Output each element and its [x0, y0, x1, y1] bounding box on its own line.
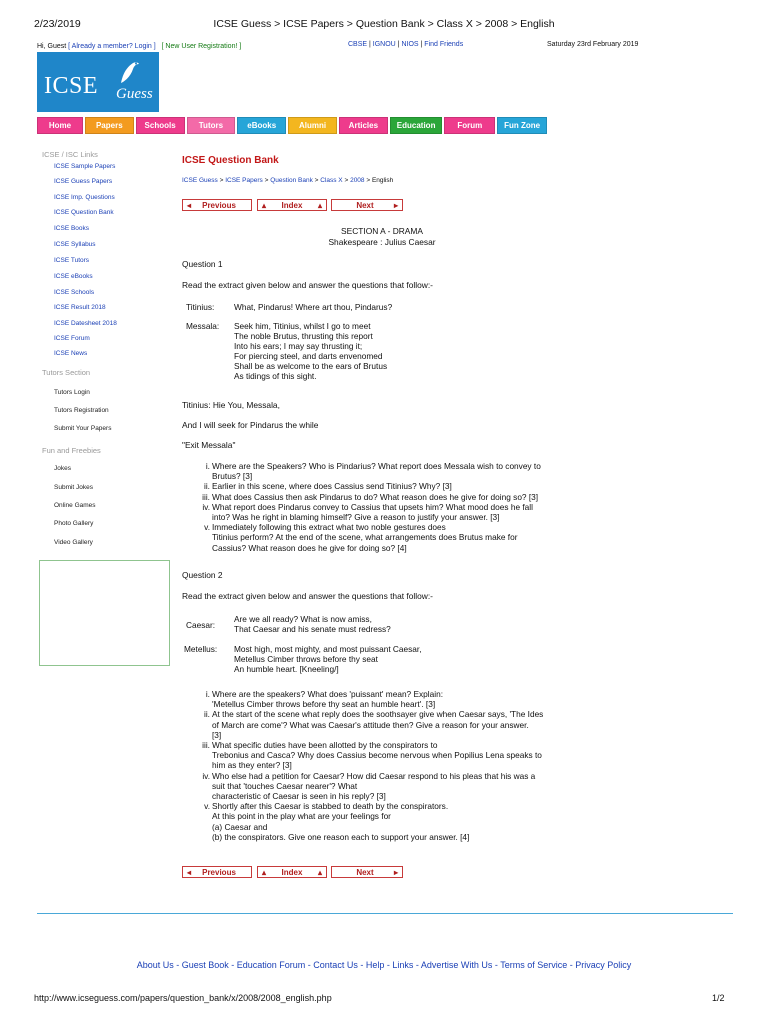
nav-papers[interactable]: Papers — [85, 117, 134, 134]
bird-icon — [113, 57, 143, 87]
speaker-caesar: Caesar: — [186, 620, 216, 630]
login-link[interactable]: [ Already a member? Login ] — [68, 43, 156, 50]
footer-links-link[interactable]: Links — [392, 960, 414, 970]
footer-terms[interactable]: Terms of Service — [500, 960, 568, 970]
sidebar-link-syllabus[interactable]: ICSE Syllabus — [54, 241, 96, 248]
sidebar-heading-links: ICSE / ISC Links — [42, 150, 98, 159]
breadcrumb-year[interactable]: 2008 — [350, 177, 365, 184]
previous-button-bottom[interactable]: ◂ Previous — [182, 866, 252, 878]
cbse-link[interactable]: CBSE — [348, 41, 368, 48]
sidebar-jokes[interactable]: Jokes — [54, 465, 71, 472]
question-1-intro: Read the extract given below and answer the questions that follow:- — [182, 280, 433, 290]
print-url: http://www.icseguess.com/papers/question_bank/x/2008/2008_english.php — [34, 993, 332, 1003]
footer-links: About Us - Guest Book - Education Forum - Contact Us - Help - Links - Advertise With Us - Terms of Service - Privacy Policy — [136, 960, 632, 970]
nav-ebooks[interactable]: eBooks — [237, 117, 286, 134]
sidebar-online-games[interactable]: Online Games — [54, 502, 96, 509]
list-item: iii. What specific duties have been allotted by the conspirators to Trebonius and Casca? Why does Cassius become nervous when Popilius Lena speaks to him as they enter? [3] — [202, 740, 542, 771]
sidebar-heading-fun: Fun and Freebies — [42, 446, 101, 455]
speaker-metellus: Metellus: — [184, 644, 218, 654]
logo-subtext: Guess — [116, 86, 153, 102]
footer-about[interactable]: About Us — [136, 960, 174, 970]
register-link[interactable]: [ New User Registration! ] — [161, 43, 242, 50]
nav-forum[interactable]: Forum — [444, 117, 495, 134]
list-item: iv. Who else had a petition for Caesar? How did Caesar respond to his pleas that his was a suit that 'touches Caesar nearer'? What characteristic of Caesar is seen in his reply? [3] — [202, 770, 536, 802]
right-arrow-icon: ▸ — [393, 867, 398, 877]
question-2-list — [190, 689, 590, 842]
list-item: v. Immediately following this extract what two noble gestures does Titinius perform? At the end of the scene, what arrangements does Brutus make for Cassius? What reason does he give for doing so? [4] — [204, 522, 518, 553]
sidebar-link-forum[interactable]: ICSE Forum — [54, 335, 90, 342]
sidebar-link-result[interactable]: ICSE Result 2018 — [54, 304, 106, 311]
sidebar-link-datesheet[interactable]: ICSE Datesheet 2018 — [54, 320, 117, 327]
sidebar-link-question-bank[interactable]: ICSE Question Bank — [54, 209, 114, 216]
messala-speech: Seek him, Titinius, whilst I go to meet The noble Brutus, thrusting this report Into his ears; I may say thrusting it; For piercing steel, and darts envenomed Shall be as welcome to the ears of Brutus As tidings of this sight. — [234, 321, 388, 381]
footer-contact[interactable]: Contact Us — [313, 960, 358, 970]
footer-advertise[interactable]: Advertise With Us — [420, 960, 493, 970]
previous-button-top[interactable]: ◂ Previous — [182, 199, 252, 211]
nav-alumni[interactable]: Alumni — [288, 117, 337, 134]
left-arrow-icon: ◂ — [187, 200, 192, 210]
sidebar-link-imp-questions[interactable]: ICSE Imp. Questions — [54, 194, 115, 201]
speaker-messala: Messala: — [186, 321, 220, 331]
index-button-bottom[interactable]: ▴ Index ▴ — [257, 866, 327, 878]
sidebar-tutors-registration[interactable]: Tutors Registration — [54, 407, 109, 414]
find-friends-link[interactable]: Find Friends — [424, 41, 464, 48]
footer-privacy[interactable]: Privacy Policy — [575, 960, 632, 970]
question-1-label: Question 1 — [182, 259, 223, 269]
sidebar-link-news[interactable]: ICSE News — [54, 350, 88, 357]
nios-link[interactable]: NIOS — [401, 41, 419, 48]
footer-help[interactable]: Help — [365, 960, 385, 970]
breadcrumb-papers[interactable]: ICSE Papers — [225, 177, 263, 184]
next-button-top[interactable]: Next ▸ — [331, 199, 403, 211]
q1-after-2: And I will seek for Pindarus the while — [182, 420, 319, 430]
print-title: ICSE Guess > ICSE Papers > Question Bank > Class X > 2008 > English — [213, 18, 555, 30]
list-item: iv. What report does Pindarus convey to Cassius that upsets him? What mood does he fall into? Was he right in blaming himself? Give a reason to justify your answer. [3] — [202, 501, 533, 523]
question-2-label: Question 2 — [182, 570, 223, 580]
section-subtitle: Shakespeare : Julius Caesar — [328, 237, 436, 247]
sidebar-link-books[interactable]: ICSE Books — [54, 225, 90, 232]
top-date: Saturday 23rd February 2019 — [547, 41, 639, 48]
sidebar-submit-jokes[interactable]: Submit Jokes — [54, 484, 94, 491]
question-2-intro: Read the extract given below and answer the questions that follow:- — [182, 591, 433, 601]
sidebar-link-sample-papers[interactable]: ICSE Sample Papers — [54, 163, 116, 170]
nav-tutors[interactable]: Tutors — [187, 117, 236, 134]
breadcrumb-question-bank[interactable]: Question Bank — [270, 177, 313, 184]
speaker-titinius: Titinius: — [186, 302, 215, 312]
print-date: 2/23/2019 — [34, 18, 81, 30]
sidebar-link-guess-papers[interactable]: ICSE Guess Papers — [54, 178, 113, 185]
next-button-bottom[interactable]: Next ▸ — [331, 866, 403, 878]
top-links: CBSE | IGNOU | NIOS | Find Friends — [348, 41, 464, 48]
question-1-list — [190, 461, 590, 553]
metellus-speech: Most high, most mighty, and most puissant Caesar, Metellus Cimber throws before thy seat An humble heart. [Kneeling/] — [234, 644, 422, 674]
list-item: iii. What does Cassius then ask Pindarus to do? What reason does he give for doing so? [3] — [202, 491, 539, 502]
nav-schools[interactable]: Schools — [136, 117, 185, 134]
right-arrow-icon: ▸ — [393, 200, 398, 210]
up-arrow-icon: ▴ — [262, 200, 267, 210]
up-arrow-icon: ▴ — [317, 867, 322, 877]
index-button-top[interactable]: ▴ Index ▴ — [257, 199, 327, 211]
nav-education[interactable]: Education — [390, 117, 443, 134]
list-item: i. Where are the Speakers? Who is Pindarius? What report does Messala wish to convey to Brutus? [3] — [205, 461, 541, 482]
top-bar — [37, 43, 241, 50]
q1-after-3: "Exit Messala" — [182, 440, 236, 450]
ignou-link[interactable]: IGNOU — [372, 41, 396, 48]
nav-articles[interactable]: Articles — [339, 117, 388, 134]
list-item: ii. Earlier in this scene, where does Cassius send Titinius? Why? [3] — [204, 481, 452, 492]
sidebar-submit-papers[interactable]: Submit Your Papers — [54, 425, 112, 432]
logo-text: ICSE — [44, 73, 99, 99]
sidebar-link-schools[interactable]: ICSE Schools — [54, 289, 95, 296]
list-item: i. Where are the speakers? What does 'puissant' mean? Explain: 'Metellus Cimber throws before thy seat an humble heart'. [3] — [205, 689, 443, 710]
sidebar-photo-gallery[interactable]: Photo Gallery — [54, 520, 94, 527]
nav-fun-zone[interactable]: Fun Zone — [497, 117, 547, 134]
breadcrumb-home[interactable]: ICSE Guess — [182, 177, 218, 184]
footer-guest-book[interactable]: Guest Book — [181, 960, 229, 970]
section-title: SECTION A - DRAMA — [341, 226, 423, 236]
main-nav — [37, 117, 547, 134]
list-item: ii. At the start of the scene what reply does the soothsayer give when Caesar says, 'The Ides of March are come'? What was Caesar's attitude then? Give a reason for your answer. [3] — [204, 709, 544, 740]
breadcrumb: ICSE Guess > ICSE Papers > Question Bank > Class X > 2008 > English — [182, 177, 394, 184]
sidebar-link-ebooks[interactable]: ICSE eBooks — [54, 273, 93, 280]
greeting: Hi, Guest — [37, 43, 67, 50]
sidebar-tutors-login[interactable]: Tutors Login — [54, 389, 90, 396]
breadcrumb-current: English — [371, 177, 394, 184]
page-heading: ICSE Question Bank — [182, 155, 279, 166]
sidebar-heading-tutors: Tutors Section — [42, 368, 91, 377]
q1-after-1: Titinius: Hie You, Messala, — [182, 400, 280, 410]
line-titinius: What, Pindarus! Where art thou, Pindarus? — [234, 302, 393, 312]
nav-home[interactable]: Home — [37, 117, 83, 134]
sidebar-video-gallery[interactable]: Video Gallery — [54, 539, 93, 546]
left-arrow-icon: ◂ — [187, 867, 192, 877]
breadcrumb-class[interactable]: Class X — [320, 177, 343, 184]
list-item: v. Shortly after this Caesar is stabbed to death by the conspirators. At this point in the play what are your feelings for (a) Caesar and (b) the conspirators. Give one reason each to support your answer. [4] — [204, 801, 470, 842]
caesar-speech: Are we all ready? What is now amiss, That Caesar and his senate must redress? — [234, 614, 391, 634]
footer-divider — [37, 913, 733, 914]
site-logo[interactable] — [37, 52, 159, 112]
footer-education-forum[interactable]: Education Forum — [236, 960, 306, 970]
print-page-number: 1/2 — [712, 993, 725, 1003]
sidebar-link-tutors[interactable]: ICSE Tutors — [54, 257, 90, 264]
up-arrow-icon: ▴ — [317, 200, 322, 210]
up-arrow-icon: ▴ — [262, 867, 267, 877]
ad-box — [39, 560, 170, 666]
